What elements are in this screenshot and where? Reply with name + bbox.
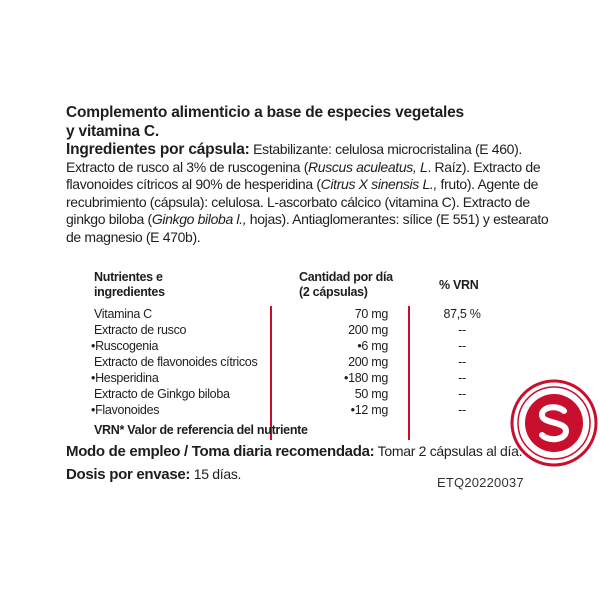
nutrient-vrn: --: [458, 323, 466, 337]
brand-seal-icon: [498, 378, 600, 468]
nutrient-amount: •180 mg: [344, 371, 388, 385]
product-title: Complemento alimenticio a base de especies vegetales y vitamina C.: [66, 104, 464, 140]
nutrient-amount: 70 mg: [354, 307, 388, 321]
table-body: [72, 306, 522, 418]
usage-instructions: Modo de empleo / Toma diaria recomendada: Tomar 2 cápsulas al día.: [66, 443, 523, 460]
nutrient-amount: •12 mg: [350, 403, 388, 417]
nutrient-name: Vitamina C: [94, 307, 152, 321]
product-label: [66, 103, 556, 247]
dose-per-pack: Dosis por envase: 15 días.: [66, 466, 242, 483]
table-row: [72, 306, 522, 322]
header-nutrients: Nutrientes e ingredientes: [94, 270, 165, 299]
ingredients-heading: Ingredientes por cápsula:: [66, 141, 250, 158]
nutrient-amount: 50 mg: [354, 387, 388, 401]
nutrient-vrn: --: [458, 339, 466, 353]
nutrition-table: [72, 270, 522, 418]
nutrient-name: Extracto de Ginkgo biloba: [94, 387, 230, 401]
nutrient-name: •Ruscogenia: [91, 339, 159, 353]
nutrient-amount: 200 mg: [348, 323, 388, 337]
nutrient-vrn: --: [458, 355, 466, 369]
header-vrn: % VRN: [439, 278, 479, 292]
header-daily-amount: Cantidad por día (2 cápsulas): [299, 270, 393, 299]
nutrient-vrn: --: [458, 371, 466, 385]
table-row: [72, 370, 522, 386]
ingredients-text: Ingredientes por cápsula: Estabilizante: celulosa microcristalina (E 460). Extracto de rusco al 3% de ruscogenina (Ruscus aculeatus, L. Raíz). Extracto de flavonoides cítricos al 90% de hesperidina (Citrus X sinensis L., fruto). Agente de recubrimiento (cápsula): celulosa. L-ascorbato cálcico (vitamina C). Extracto de ginkgo biloba (Ginkgo biloba l., hojas). Antiaglomerantes: sílice (E 551) y estearato de magnesio (E 470b).: [66, 141, 549, 245]
table-row: [72, 402, 522, 418]
table-row: [72, 354, 522, 370]
nutrient-vrn: 87,5 %: [443, 307, 481, 321]
brand-seal-icon-graphic: [498, 378, 600, 468]
nutrient-vrn: --: [458, 387, 466, 401]
label-code: ETQ20220037: [437, 475, 524, 490]
nutrient-name: •Hesperidina: [91, 371, 159, 385]
nutrient-name: Extracto de flavonoides cítricos: [94, 355, 258, 369]
nutrient-name: •Flavonoides: [91, 403, 160, 417]
table-row: [72, 338, 522, 354]
vrn-footnote: VRN* Valor de referencia del nutriente: [94, 423, 308, 437]
table-row: [72, 386, 522, 402]
table-header: [72, 270, 522, 306]
nutrient-amount: 200 mg: [348, 355, 388, 369]
nutrient-name: Extracto de rusco: [94, 323, 187, 337]
nutrient-amount: •6 mg: [357, 339, 388, 353]
nutrient-vrn: --: [458, 403, 466, 417]
table-row: [72, 322, 522, 338]
